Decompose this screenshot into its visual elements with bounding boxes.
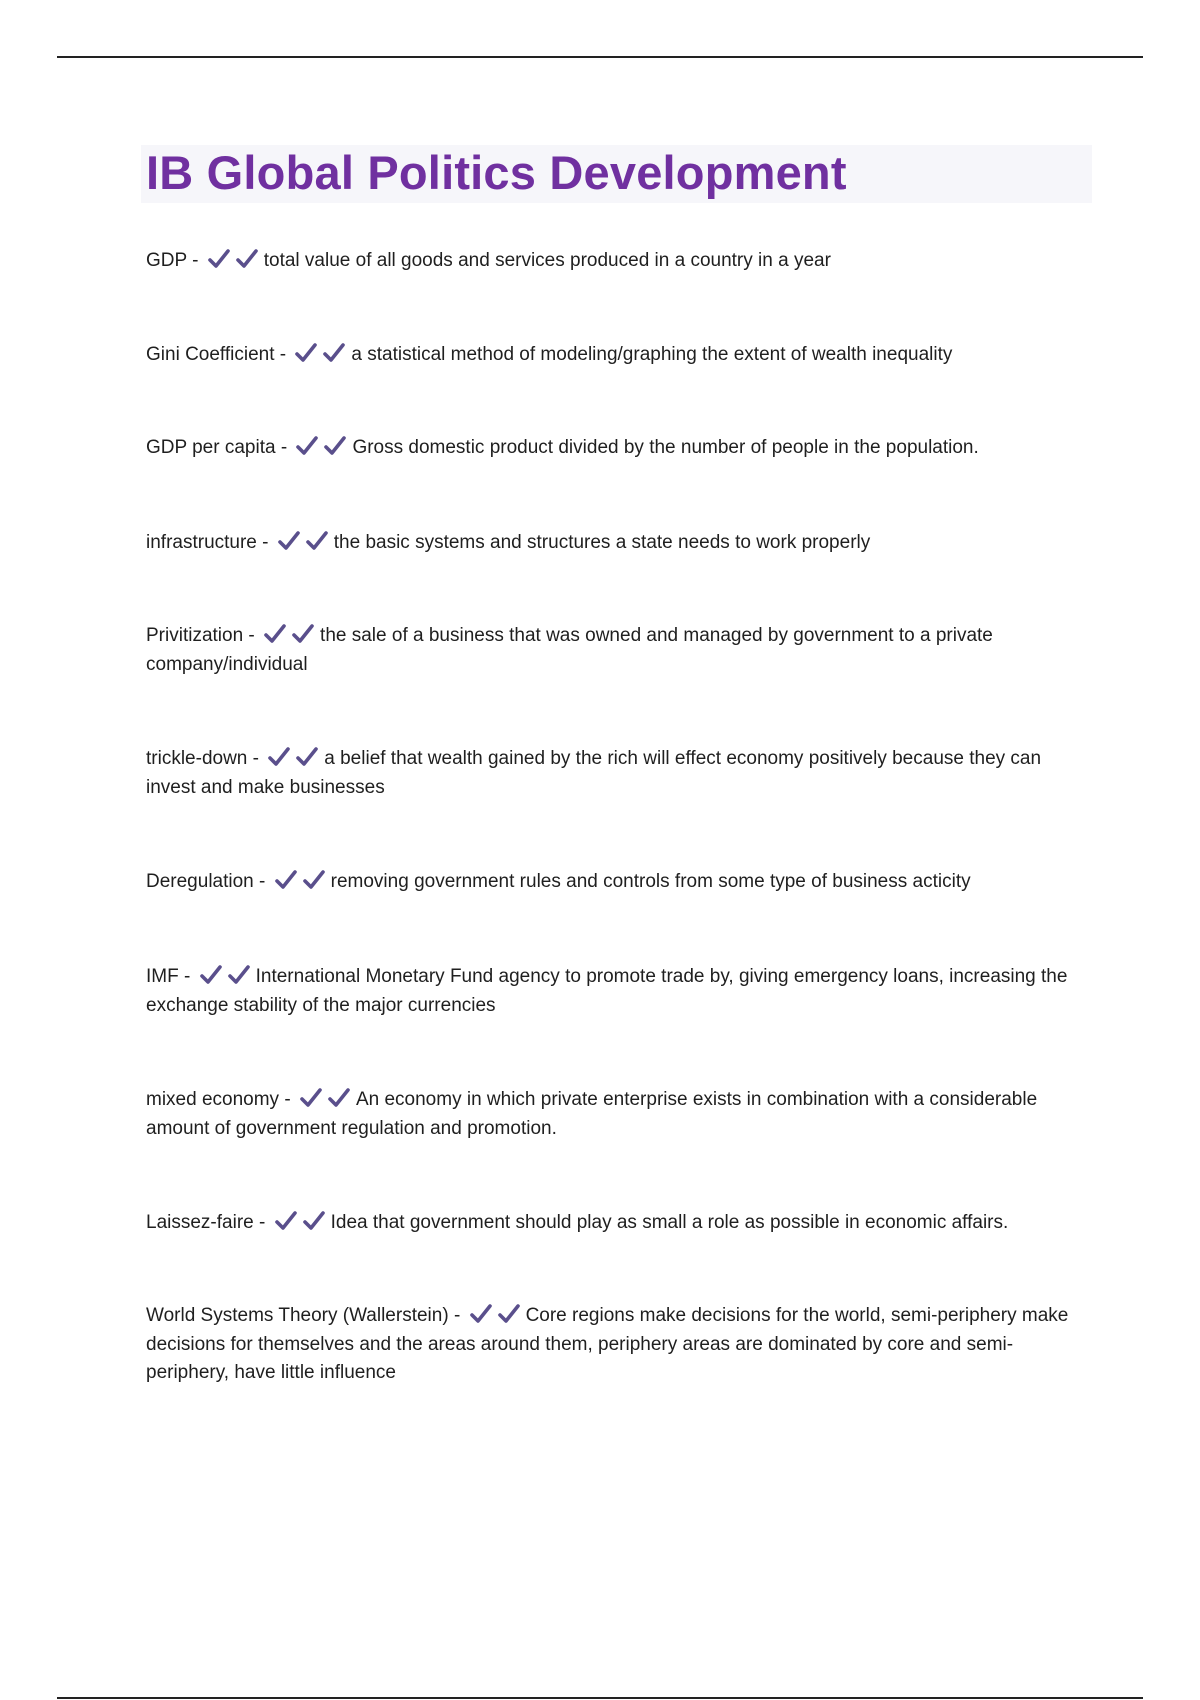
glossary-entry <box>146 529 1076 558</box>
checkmark-icon <box>323 343 345 363</box>
checkmark-icon <box>200 965 222 985</box>
entry-term: Laissez-faire <box>146 1212 254 1233</box>
checkmark-icon <box>275 1211 297 1231</box>
entry-term: World Systems Theory (Wallerstein) <box>146 1305 449 1326</box>
checkmark-icon <box>328 1088 350 1108</box>
glossary-entry <box>146 434 1076 463</box>
checkmark-icon <box>300 1088 322 1108</box>
term-separator: - <box>178 966 196 987</box>
entry-definition: Idea that government should play as small a role as possible in economic affairs. <box>330 1212 1009 1233</box>
entry-definition: a statistical method of modeling/graphing the extent of wealth inequality <box>351 344 953 365</box>
checkmark-icon <box>306 531 328 551</box>
glossary-entry <box>146 341 1076 370</box>
glossary-entry <box>146 963 1076 1020</box>
entry-term: GDP per capita <box>146 437 276 458</box>
entry-definition: Core regions make decisions for the world, semi-periphery make decisions for themselves and the areas around them, periphery areas are dominated by core and semi-periphery, have little influence <box>146 1305 1069 1383</box>
entry-definition: a belief that wealth gained by the rich will effect economy positively because they can invest and make businesses <box>146 748 1042 798</box>
entry-term: GDP <box>146 250 187 271</box>
checkmark-icon <box>228 965 250 985</box>
checkmark-icon <box>296 747 318 767</box>
term-separator: - <box>186 250 204 271</box>
term-separator: - <box>256 532 274 553</box>
entry-definition: the basic systems and structures a state needs to work properly <box>333 532 871 553</box>
glossary-entry <box>146 745 1076 802</box>
checkmark-icon <box>295 343 317 363</box>
entry-term: mixed economy <box>146 1089 280 1110</box>
top-rule <box>57 56 1143 58</box>
checkmark-icon <box>264 624 286 644</box>
term-separator: - <box>279 1089 296 1110</box>
checkmark-icon <box>303 870 325 890</box>
checkmark-icon <box>208 249 230 269</box>
entry-definition: An economy in which private enterprise exists in combination with a considerable amount of government regulation and promotion. <box>146 1089 1038 1139</box>
term-separator: - <box>247 748 265 769</box>
entry-definition: removing government rules and controls from some type of business acticity <box>330 871 971 892</box>
entry-term: IMF <box>146 966 179 987</box>
term-separator: - <box>253 871 271 892</box>
entry-term: Privitization <box>146 625 244 646</box>
checkmark-icon <box>268 747 290 767</box>
term-separator: - <box>253 1212 271 1233</box>
entry-definition: the sale of a business that was owned and managed by government to a private company/individual <box>146 625 993 675</box>
entry-term: Gini Coefficient <box>146 344 275 365</box>
checkmark-icon <box>296 436 318 456</box>
entry-term: Deregulation <box>146 871 254 892</box>
glossary-entry <box>146 622 1076 679</box>
term-separator: - <box>274 344 292 365</box>
entry-definition: Gross domestic product divided by the number of people in the population. <box>352 437 979 458</box>
bottom-rule <box>57 1697 1143 1699</box>
glossary-entry <box>146 1209 1076 1238</box>
entry-term: trickle-down <box>146 748 248 769</box>
checkmark-icon <box>303 1211 325 1231</box>
checkmark-icon <box>236 249 258 269</box>
checkmark-icon <box>278 531 300 551</box>
glossary-entry <box>146 1086 1076 1143</box>
entry-term: infrastructure <box>146 532 257 553</box>
checkmark-icon <box>498 1304 520 1324</box>
term-separator: - <box>275 437 293 458</box>
glossary-entry <box>146 1302 1076 1388</box>
checkmark-icon <box>275 870 297 890</box>
checkmark-icon <box>470 1304 492 1324</box>
glossary-entry <box>146 868 1076 897</box>
checkmark-icon <box>292 624 314 644</box>
term-separator: - <box>448 1305 466 1326</box>
entry-definition: International Monetary Fund agency to promote trade by, giving emergency loans, increasing the exchange stability of the major currencies <box>146 966 1068 1016</box>
document-title: IB Global Politics Development <box>146 146 847 199</box>
term-separator: - <box>243 625 261 646</box>
glossary-entry <box>146 247 1076 276</box>
checkmark-icon <box>324 436 346 456</box>
entry-definition: total value of all goods and services produced in a country in a year <box>263 250 831 271</box>
